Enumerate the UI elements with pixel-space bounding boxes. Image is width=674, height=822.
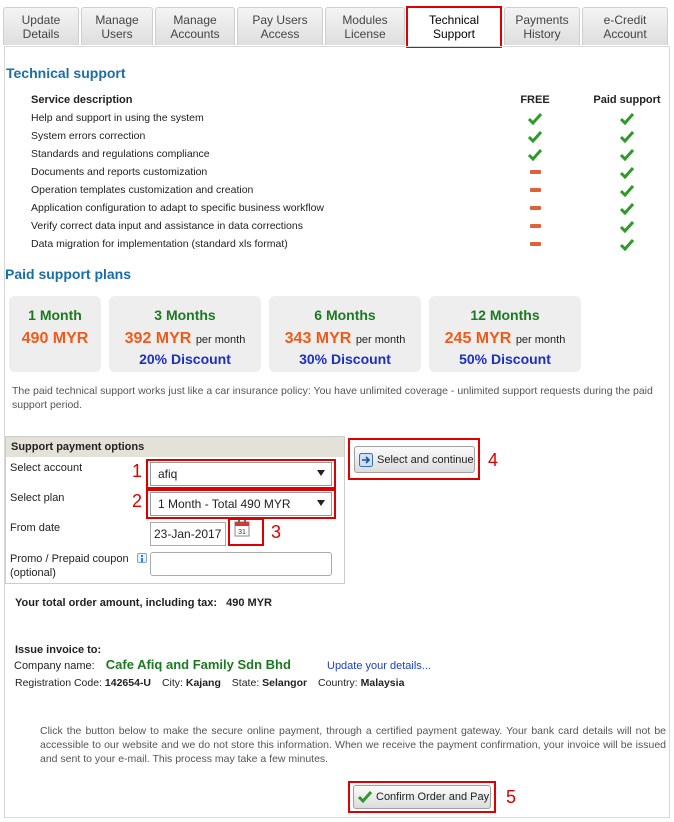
service-description: Standards and regulations compliance: [31, 148, 210, 160]
service-row: [31, 130, 651, 148]
order-total-label: Your total order amount, including tax:: [15, 597, 218, 609]
company-name-label: Company name:: [14, 660, 95, 672]
tab-bar: [3, 3, 670, 47]
tab-label-line2: Support: [432, 27, 476, 41]
update-details-link[interactable]: Update your details...: [327, 660, 431, 672]
free-support-cell: [510, 112, 560, 127]
service-description: System errors correction: [31, 130, 146, 142]
check-icon: [528, 113, 542, 125]
company-row: [14, 657, 431, 672]
step-marker-2: 2: [132, 491, 143, 511]
tab-modules-license[interactable]: [325, 7, 405, 45]
country-label: Country:: [318, 677, 358, 689]
city-label: City:: [161, 677, 183, 689]
registration-row: [15, 677, 412, 689]
paid-support-plans-title: Paid support plans: [5, 266, 132, 282]
free-support-cell: [510, 130, 560, 145]
order-total-value: 490 MYR: [226, 597, 272, 609]
plan-price-per: per month: [195, 334, 246, 346]
minus-icon: [530, 242, 541, 246]
plan-duration: 6 Months: [314, 307, 376, 323]
free-support-cell: [510, 220, 560, 232]
plan-duration: 1 Month: [28, 307, 82, 323]
plan-price: [109, 330, 261, 348]
select-and-continue-label: Select and continue: [377, 453, 474, 466]
highlight-box-2: [146, 489, 336, 519]
check-icon: [620, 185, 634, 197]
state-label: State:: [231, 677, 260, 689]
service-description: Data migration for implementation (standard xls format): [31, 238, 288, 250]
tab-ecredit-account[interactable]: [582, 7, 668, 45]
plan-duration: 3 Months: [154, 307, 216, 323]
confirm-order-and-pay-button[interactable]: [353, 785, 491, 809]
promo-label-line2: (optional): [10, 567, 56, 579]
tab-update-details[interactable]: [3, 7, 79, 45]
promo-coupon-input[interactable]: [150, 552, 332, 576]
tab-label-line1: Manage: [95, 13, 139, 27]
plan-duration: 12 Months: [470, 307, 540, 323]
paid-support-cell: [569, 148, 674, 163]
highlight-box-1: [146, 459, 336, 489]
arrow-right-icon: [359, 453, 373, 467]
select-account-label: Select account: [10, 462, 83, 474]
tab-label-line1: Pay Users: [252, 13, 308, 27]
tab-manage-accounts[interactable]: [155, 7, 235, 45]
from-date-input[interactable]: 23-Jan-2017: [150, 522, 226, 546]
plan-price: [269, 330, 421, 348]
check-icon: [358, 791, 372, 803]
service-description: Verify correct data input and assistance in data corrections: [31, 220, 303, 232]
check-icon: [528, 149, 542, 161]
plan-card-3-months[interactable]: [109, 296, 261, 372]
tab-label-line2: Access: [260, 27, 300, 41]
paid-support-cell: [569, 220, 674, 235]
tab-label-line2: Details: [22, 27, 60, 41]
free-support-cell: [510, 238, 560, 250]
paid-support-column-header: Paid support: [593, 94, 661, 106]
plan-discount: 20% Discount: [139, 351, 231, 367]
tab-label-line2: Accounts: [170, 27, 220, 41]
promo-coupon-label: [10, 552, 129, 580]
tab-label-line1: Technical: [428, 13, 480, 27]
step-marker-3: 3: [271, 522, 282, 542]
minus-icon: [530, 206, 541, 210]
payment-security-note: Click the button below to make the secure online payment, through a certified payment gateway. Your bank card details will not be accessible to our website and we do not store this information. When we receive the payment confirmation, your invoice will be issued and sent to your e-mail. This process may take a few minutes.: [40, 725, 666, 765]
tab-label-line2: Account: [603, 27, 647, 41]
reg-code-value: 142654-U: [104, 677, 152, 689]
step-marker-5: 5: [506, 787, 517, 807]
check-icon: [620, 203, 634, 215]
free-column-header: FREE: [520, 94, 550, 106]
paid-support-cell: [569, 112, 674, 127]
plan-discount: 30% Discount: [299, 351, 391, 367]
service-description: Help and support in using the system: [31, 112, 204, 124]
tab-label-line2: History: [523, 27, 561, 41]
tab-manage-users[interactable]: [81, 7, 153, 45]
tab-payments-history[interactable]: [504, 7, 580, 45]
plan-price-per: per month: [355, 334, 406, 346]
support-policy-note: The paid technical support works just like a car insurance policy: You have unlimited coverage - unlimited support requests during the paid support period.: [12, 385, 653, 411]
from-date-label: From date: [10, 522, 61, 534]
plan-discount: 50% Discount: [459, 351, 551, 367]
tab-label-line2: Users: [101, 27, 133, 41]
free-support-cell: [510, 202, 560, 214]
plan-price: [9, 330, 101, 348]
highlight-box-3: [228, 518, 264, 546]
plan-price-value: 343 MYR: [284, 330, 352, 347]
tab-label-line1: Update: [21, 13, 61, 27]
service-row: [31, 238, 651, 256]
paid-support-cell: [569, 202, 674, 217]
paid-support-cell: [569, 238, 674, 253]
tab-pay-users-access[interactable]: [237, 7, 323, 45]
country-value: Malaysia: [360, 677, 405, 689]
info-icon[interactable]: [137, 553, 147, 563]
free-support-cell: [510, 148, 560, 163]
plan-card-12-months[interactable]: [429, 296, 581, 372]
check-icon: [620, 131, 634, 143]
check-icon: [528, 131, 542, 143]
tab-label-line1: Modules: [342, 13, 388, 27]
service-row: [31, 166, 651, 184]
service-row: [31, 220, 651, 238]
tab-label-line1: Payments: [515, 13, 569, 27]
confirm-order-label: Confirm Order and Pay: [376, 791, 490, 803]
issue-invoice-title: Issue invoice to:: [15, 644, 102, 656]
reg-code-label: Registration Code:: [15, 677, 102, 689]
tab-label-line1: Manage: [173, 13, 217, 27]
plan-select-value: 1 Month - Total 490 MYR: [158, 497, 291, 511]
plan-price: [429, 330, 581, 348]
plan-price-per: per month: [515, 334, 566, 346]
company-name-value: Cafe Afiq and Family Sdn Bhd: [105, 657, 291, 672]
order-total: [15, 597, 272, 609]
step-marker-1: 1: [132, 461, 143, 481]
service-row: [31, 202, 651, 220]
select-and-continue-button[interactable]: [354, 446, 475, 473]
check-icon: [620, 221, 634, 233]
check-icon: [620, 113, 634, 125]
plan-card-6-months[interactable]: [269, 296, 421, 372]
service-description: Application configuration to adapt to specific business workflow: [31, 202, 324, 214]
select-plan-label: Select plan: [10, 492, 65, 504]
step-marker-4: 4: [488, 450, 499, 470]
plan-card-1-month[interactable]: [9, 296, 101, 372]
free-support-cell: [510, 166, 560, 178]
account-select-value: afiq: [158, 467, 178, 481]
city-value: Kajang: [185, 677, 221, 689]
service-row: [31, 112, 651, 130]
free-support-cell: [510, 184, 560, 196]
payment-options-title: Support payment options: [6, 437, 344, 457]
plan-price-value: 490 MYR: [21, 330, 89, 347]
service-description: Documents and reports customization: [31, 166, 208, 178]
service-row: [31, 184, 651, 202]
tab-technical-support[interactable]: [406, 6, 502, 48]
tab-label-line1: e-Credit: [603, 13, 647, 27]
paid-support-cell: [569, 166, 674, 181]
service-description-header: Service description: [31, 94, 133, 106]
plan-price-value: 392 MYR: [124, 330, 192, 347]
tab-label-line2: License: [344, 27, 386, 41]
paid-support-cell: [569, 130, 674, 145]
paid-support-cell: [569, 184, 674, 199]
service-row: [31, 148, 651, 166]
plan-price-value: 245 MYR: [444, 330, 512, 347]
check-icon: [620, 149, 634, 161]
service-description: Operation templates customization and creation: [31, 184, 254, 196]
check-icon: [620, 239, 634, 251]
minus-icon: [530, 170, 541, 174]
services-table-header: [31, 94, 661, 106]
check-icon: [620, 167, 634, 179]
promo-label-line1: Promo / Prepaid coupon: [10, 553, 129, 565]
technical-support-title: Technical support: [6, 65, 126, 81]
minus-icon: [530, 224, 541, 228]
state-value: Selangor: [262, 677, 308, 689]
minus-icon: [530, 188, 541, 192]
svg-text:31: 31: [238, 529, 246, 536]
